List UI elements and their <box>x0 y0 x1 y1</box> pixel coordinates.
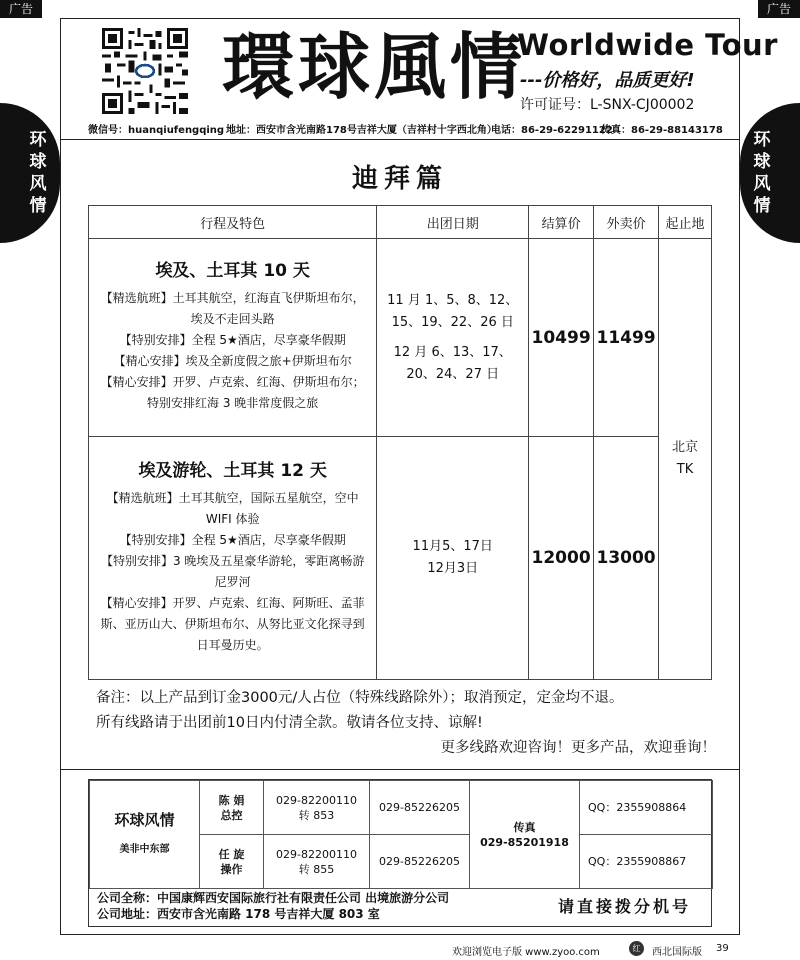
header-settle-price: 结算价 <box>529 206 594 239</box>
settle-price: 12000 <box>529 437 594 680</box>
itinerary-cell <box>89 239 377 437</box>
wechat-qr-code <box>101 28 189 114</box>
itinerary-cell <box>89 437 377 680</box>
contact-phone: 029-82200110 <box>276 847 357 861</box>
route-feature: 【精心安排】开罗、卢克索、红海、伊斯坦布尔；特别安排红海 3 晚非常度假之旅 <box>100 375 365 410</box>
contact-qq: QQ：2355908867 <box>580 835 713 889</box>
contact-role: 操作 <box>220 862 243 876</box>
contact-extension: 转 853 <box>298 808 335 822</box>
airline-code: TK <box>676 462 694 477</box>
table-header-row <box>89 206 712 239</box>
header-itinerary: 行程及特色 <box>89 206 377 239</box>
route-feature: 【精选航班】土耳其航空，红海直飞伊斯坦布尔，埃及不走回头路 <box>100 291 365 326</box>
license-number: 许可证号：L-SNX-CJ00002 <box>520 97 695 113</box>
contact-person-cell <box>200 781 264 835</box>
route-name: 埃及游轮、土耳其 12 天 <box>138 460 327 481</box>
route-feature: 【精心安排】开罗、卢克索、红海、阿斯旺、孟菲斯、亚历山大、伊斯坦布尔、从努比亚文化探寻到日耳曼历史。 <box>100 595 365 652</box>
header-phone: 电话：86-29-62291122 <box>491 125 613 136</box>
footer-site: 欢迎浏览电子版 www.zyoo.com <box>452 947 600 958</box>
note-more-routes: 更多线路欢迎咨询！更多产品，欢迎垂询！ <box>440 740 716 756</box>
slogan: ---价格好，品质更好! <box>520 70 695 91</box>
brand-name-en: Worldwide Tour <box>517 28 778 62</box>
call-extension-prompt: 请直接拨分机号 <box>557 897 691 916</box>
fax-label: 传真 <box>513 820 536 834</box>
contact-name: 任 旋 <box>218 847 245 861</box>
contact-box <box>88 779 712 927</box>
header-fax: 传真：86-29-88143178 <box>601 125 723 136</box>
company-info <box>97 890 449 922</box>
publication-logo-icon: 红 <box>629 941 644 956</box>
settle-price: 10499 <box>529 239 594 437</box>
department-region: 美非中东部 <box>119 843 170 855</box>
wechat-id: 微信号：huanqiufengqing <box>88 125 225 136</box>
table-row <box>89 239 712 437</box>
notes-divider <box>60 769 740 770</box>
departure-dates-cell <box>377 437 529 680</box>
departure-dates: 12 月 6、13、17、20、24、27 日 <box>393 344 512 382</box>
footer-edition: 西北国际版 <box>652 947 702 958</box>
departure-dates: 11 月 1、5、8、12、15、19、22、26 日 <box>387 292 519 330</box>
ad-label-left: 广告 <box>0 0 42 18</box>
header-retail-price: 外卖价 <box>594 206 659 239</box>
page-title: 迪拜篇 <box>351 164 448 194</box>
contact-qq: QQ：2355908864 <box>580 781 713 835</box>
departure-dates: 11月5、17日 <box>412 539 493 554</box>
company-name: 环球风情 <box>114 810 175 829</box>
notes <box>96 686 736 761</box>
note-deposit: 备注：以上产品到订金3000元/人占位（特殊线路除外）；取消预定，定金均不退。 <box>96 690 624 706</box>
header-origin: 起止地 <box>659 206 712 239</box>
departure-dates-cell <box>377 239 529 437</box>
side-tab-left-text: 环球风情 <box>29 130 47 216</box>
fax-number: 029-85201918 <box>480 835 569 849</box>
origin-city: 北京 <box>672 440 699 455</box>
company-full-name: 公司全称：中国康辉西安国际旅行社有限责任公司 出境旅游分公司 <box>97 891 450 905</box>
header-departure-dates: 出团日期 <box>377 206 529 239</box>
page-number: 39 <box>716 943 729 954</box>
retail-price: 13000 <box>594 437 659 680</box>
contact-phone: 029-82200110 <box>276 793 357 807</box>
note-payment: 所有线路请于出团前10日内付清全款。敬请各位支持、谅解! <box>96 715 483 731</box>
retail-price: 11499 <box>594 239 659 437</box>
company-address: 公司地址：西安市含光南路 178 号吉祥大厦 803 室 <box>97 907 380 921</box>
contact-person-cell <box>200 835 264 889</box>
contact-phone-cell <box>264 835 370 889</box>
route-feature: 【特别安排】3 晚埃及五星豪华游轮，零距离畅游尼罗河 <box>100 553 365 589</box>
contact-table <box>89 780 713 889</box>
contact-name: 陈 娟 <box>218 793 245 807</box>
contact-extension: 转 855 <box>298 862 335 876</box>
contact-phone-cell <box>264 781 370 835</box>
route-feature: 【特别安排】全程 5★酒店，尽享豪华假期 <box>119 333 346 347</box>
route-feature: 【特别安排】全程 5★酒店，尽享豪华假期 <box>119 532 346 547</box>
contact-phone2: 029-85226205 <box>370 835 470 889</box>
brand-name-cn: 環球風情 <box>222 24 527 109</box>
header-address: 地址：西安市含光南路178号吉祥大厦（吉祥村十字西北角） <box>226 125 497 136</box>
departure-dates: 12月3日 <box>427 561 479 576</box>
side-tab-right-text: 环球风情 <box>753 130 771 216</box>
route-table <box>88 205 712 680</box>
fax-cell <box>470 781 580 889</box>
route-name: 埃及、土耳其 10 天 <box>155 261 310 281</box>
table-row <box>89 437 712 680</box>
header-divider <box>60 139 740 140</box>
contact-role: 总控 <box>220 808 243 822</box>
company-cell <box>90 781 200 889</box>
ad-label-right: 广告 <box>758 0 800 18</box>
route-feature: 【精心安排】埃及全新度假之旅+伊斯坦布尔 <box>113 354 352 368</box>
origin-cell <box>659 239 712 680</box>
route-feature: 【精选航班】土耳其航空，国际五星航空，空中 WIFI 体验 <box>106 490 359 526</box>
contact-phone2: 029-85226205 <box>370 781 470 835</box>
